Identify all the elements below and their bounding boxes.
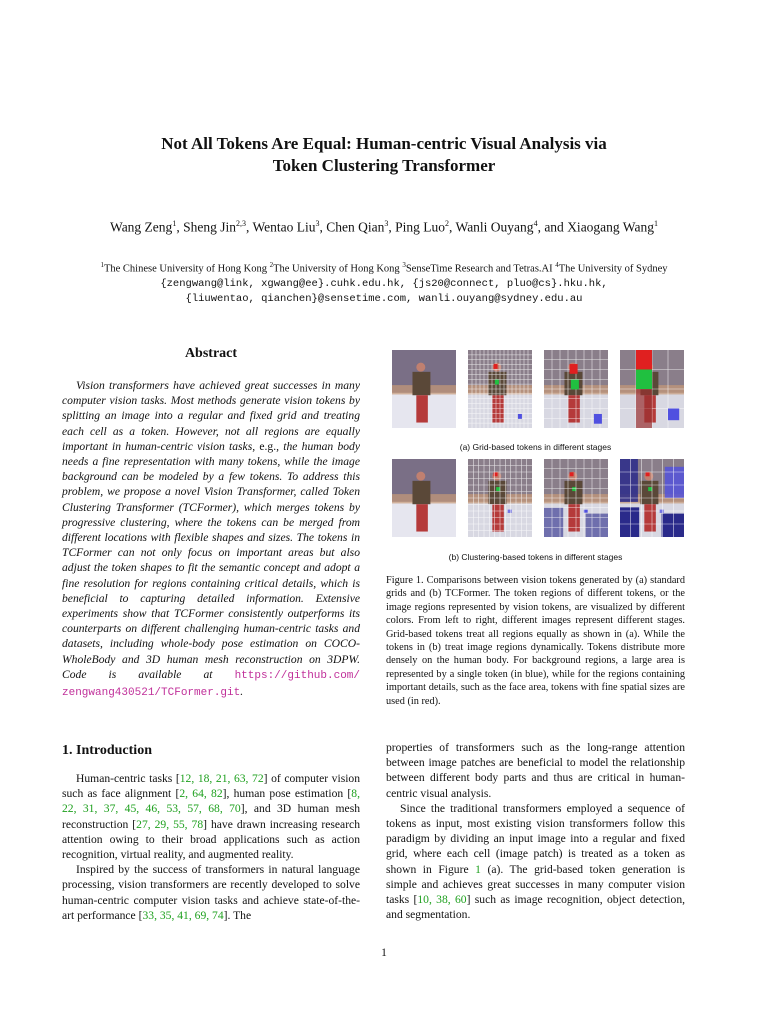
- abstract-heading: Abstract: [184, 346, 238, 361]
- photo-person-legs: [492, 504, 504, 531]
- intro-paragraph-1: [62, 771, 360, 862]
- text-span: Since the traditional transformers employed a sequence of tokens as input, most existing vision transformers follow this paradigm by dividing an input image into a regular and fixed grid, where each cell (image patch) is treated as a token as shown in Figure: [386, 801, 685, 876]
- text-span: ] of computer vision such as face alignment [: [62, 772, 361, 801]
- intro-paragraph-3: properties of transformers such as the long-range attention between image patches are beneficial to model the relationship between different body parts and thus are critical in human-centric visual analysis.: [386, 741, 685, 800]
- token-red: [570, 472, 574, 476]
- abstract-part-2: , the human body needs a fine representation with many tokens, while the image background can be modeled by a few tokens. To address this problem, we propose a novel Vision Transformer, called Token Clustering Transformer (TCFormer), which merges tokens by progressive clustering, where the tokens can be merged from different locations with flexible shapes and sizes. The tokens in TCFormer can not only focus on important areas but also adjust the token shapes to fit the semantic concept and adopt a fine resolution for regions containing critical details, which is beneficial to capturing detailed information. Extensive experiments show that TCFormer consistently outperforms its counterparts on different challenging human-centric tasks and datasets, including whole-body pose estimation on COCO-WholeBody and 3D human mesh reconstruction on 3DPW. Code is available at: [62, 439, 360, 681]
- author-name: Sheng Jin: [183, 219, 236, 235]
- figure-row-cluster: [392, 459, 684, 521]
- photo-person-legs: [416, 504, 428, 531]
- text-span: ] such as image recognition, object detection, and segmentation.: [386, 893, 686, 922]
- affiliations: [0, 258, 768, 307]
- section-heading-introduction: 1. Introduction: [62, 743, 152, 758]
- author-affiliation-marker: 4: [533, 219, 538, 228]
- figure-caption: Figure 1. Comparisons between vision tokens generated by (a) standard grids and (b) TCFormer. The token regions of different tokens, or the image regions represented by vision tokens, are visualized by different colors. From left to right, different images represent different stages. Grid-based tokens treat all regions equally as shown in (a). While the tokens in (b) treat image regions dynamically. Tokens distribute more densely on the human body. For background regions, a large area is represented by a single token (in blue), while for the regions containing important details, such as the face area, tokens with fine spatial sizes are used (in red).: [386, 575, 685, 707]
- author-name: Wang Zeng: [110, 219, 173, 235]
- affiliation-marker: 3: [402, 261, 406, 269]
- author-affiliation-marker: 3: [315, 219, 320, 228]
- grid-token-images: [392, 350, 684, 430]
- photo-person-torso: [412, 481, 430, 504]
- cluster-background-token: [544, 507, 563, 537]
- citation-link[interactable]: 2, 64, 82: [179, 787, 223, 801]
- token-green: [636, 370, 652, 390]
- text-span: Human-centric tasks [: [76, 772, 180, 785]
- affiliation-name: SenseTime Research and Tetras.AI: [405, 263, 556, 275]
- token-red: [636, 350, 652, 370]
- author-list: Wang Zeng$^1$, Sheng Jin$^{2,3}$, Wentao Liu$^3$, Chen Qian$^3$, Ping Luo$^2$, Wanli Ouyang$^4$, and Xiaogang Wang$^1$: [110, 219, 658, 235]
- token-green: [572, 487, 576, 491]
- figure-ref-link[interactable]: 1: [475, 862, 481, 876]
- page-number: 1: [381, 947, 387, 959]
- text-span: Inspired by the success of transformers in natural language processing, vision transformers are recently developed to solve human-centric computer vision tasks and achieve state-of-the-art performance [: [62, 863, 360, 922]
- introduction-right-column: [386, 740, 685, 922]
- text-span: ], human pose estimation [: [222, 787, 352, 801]
- citation-link[interactable]: 33, 35, 41, 69, 74: [142, 908, 224, 922]
- photo-person-head: [416, 472, 425, 481]
- token-legs: [636, 389, 652, 428]
- token-red: [646, 472, 650, 476]
- token-green: [495, 380, 499, 385]
- code-link-part-2[interactable]: zengwang430521/TCFormer.git: [62, 687, 241, 700]
- citation-link[interactable]: 8, 22, 31, 37, 45, 46, 53, 57, 68, 70: [62, 787, 360, 816]
- author-affiliation-marker: 3: [384, 219, 389, 228]
- citation-link[interactable]: 27, 29, 55, 78: [136, 817, 204, 831]
- citation-link[interactable]: 10, 38, 60: [417, 893, 467, 907]
- photo-person-torso: [564, 481, 582, 504]
- token-green: [496, 487, 500, 491]
- affiliation-marker: 4: [555, 261, 559, 269]
- photo-person-torso: [640, 481, 658, 504]
- token-green: [571, 380, 579, 390]
- author-name: Wentao Liu: [252, 219, 316, 235]
- token-green: [648, 487, 652, 491]
- photo-person-torso: [412, 372, 430, 395]
- text-span: (a). The grid-based token generation is simple and achieves great successes in many computer vision tasks [: [386, 862, 686, 907]
- token-blue: [668, 409, 679, 421]
- introduction-left-column: [62, 771, 360, 923]
- author-affiliation-marker: 2,3: [235, 219, 246, 228]
- cluster-background-token: [586, 514, 608, 537]
- intro-paragraph-4: [386, 801, 685, 923]
- affiliation-marker: 2: [269, 261, 274, 269]
- author-affiliation-marker: 1: [653, 219, 658, 228]
- affiliation-name: The Chinese University of Hong Kong: [103, 263, 270, 275]
- author-name: Chen Qian: [326, 219, 385, 235]
- token-blue: [594, 414, 602, 424]
- abstract-section: [62, 340, 360, 701]
- title-line-1: Not All Tokens Are Equal: Human-centric Visual Analysis via: [161, 134, 607, 153]
- cluster-token-images: [392, 459, 684, 549]
- affiliation-name: The University of Hong Kong: [273, 263, 403, 275]
- intro-paragraph-2: [62, 862, 360, 923]
- abstract-eg: e.g.: [259, 439, 277, 453]
- author-name: Wanli Ouyang: [455, 219, 534, 235]
- abstract-part-1: Vision transformers have achieved great successes in many computer vision tasks. Most methods generate vision tokens by splitting an image into a regular and fixed grid and treating each cell as a token. However, not all regions are equally important in human-centric vision tasks,: [62, 379, 360, 453]
- token-red: [494, 472, 498, 476]
- token-blue: [518, 414, 522, 419]
- photo-person-torso: [488, 481, 506, 504]
- author-name: Ping Luo: [395, 219, 446, 235]
- affiliation-name: The University of Sydney: [558, 263, 668, 275]
- email-line-2: {liuwentao, qianchen}@sensetime.com, wanli.ouyang@sydney.edu.au: [185, 292, 583, 305]
- token-red: [570, 364, 578, 374]
- text-span: ], and 3D human mesh reconstruction [: [62, 802, 361, 831]
- figure-subcaption-b: (b) Clustering-based tokens in different stages: [448, 552, 623, 562]
- email-line-1: {zengwang@link, xgwang@ee}.cuhk.edu.hk, {js20@connect, pluo@cs}.hku.hk,: [160, 277, 608, 290]
- code-link-part-1[interactable]: https://github.com/: [234, 669, 360, 682]
- cluster-background-token: [665, 467, 684, 498]
- abstract-text: [62, 378, 360, 701]
- photo-thumbnail: [392, 350, 456, 428]
- citation-link[interactable]: 12, 18, 21, 63, 72: [179, 772, 264, 785]
- affiliation-line: [0, 258, 768, 277]
- photo-thumbnail: [392, 459, 456, 537]
- photo-person-head: [416, 363, 425, 372]
- token-red: [494, 364, 498, 369]
- photo-person-legs: [416, 395, 428, 422]
- affiliation-marker: 1: [100, 261, 104, 269]
- figure-subcaption-a: (a) Grid-based tokens in different stages: [459, 442, 612, 452]
- cluster-background-token: [620, 459, 638, 502]
- cluster-background-token: [620, 507, 639, 537]
- author-affiliation-marker: 2: [445, 219, 450, 228]
- abstract-end: .: [240, 685, 244, 699]
- text-span: ]. The: [223, 908, 252, 922]
- cluster-background-token: [662, 514, 684, 537]
- text-span: ] have drawn increasing research attention owing to their broad applications such as action recognition, virtual reality, and augmented reality.: [62, 817, 360, 862]
- figure-row-grid: [392, 350, 684, 412]
- title-line-2: Token Clustering Transformer: [272, 156, 496, 175]
- paper-title: [0, 133, 768, 177]
- author-name: Xiaogang Wang: [567, 219, 654, 235]
- author-affiliation-marker: 1: [172, 219, 177, 228]
- photo-person-legs: [644, 504, 656, 531]
